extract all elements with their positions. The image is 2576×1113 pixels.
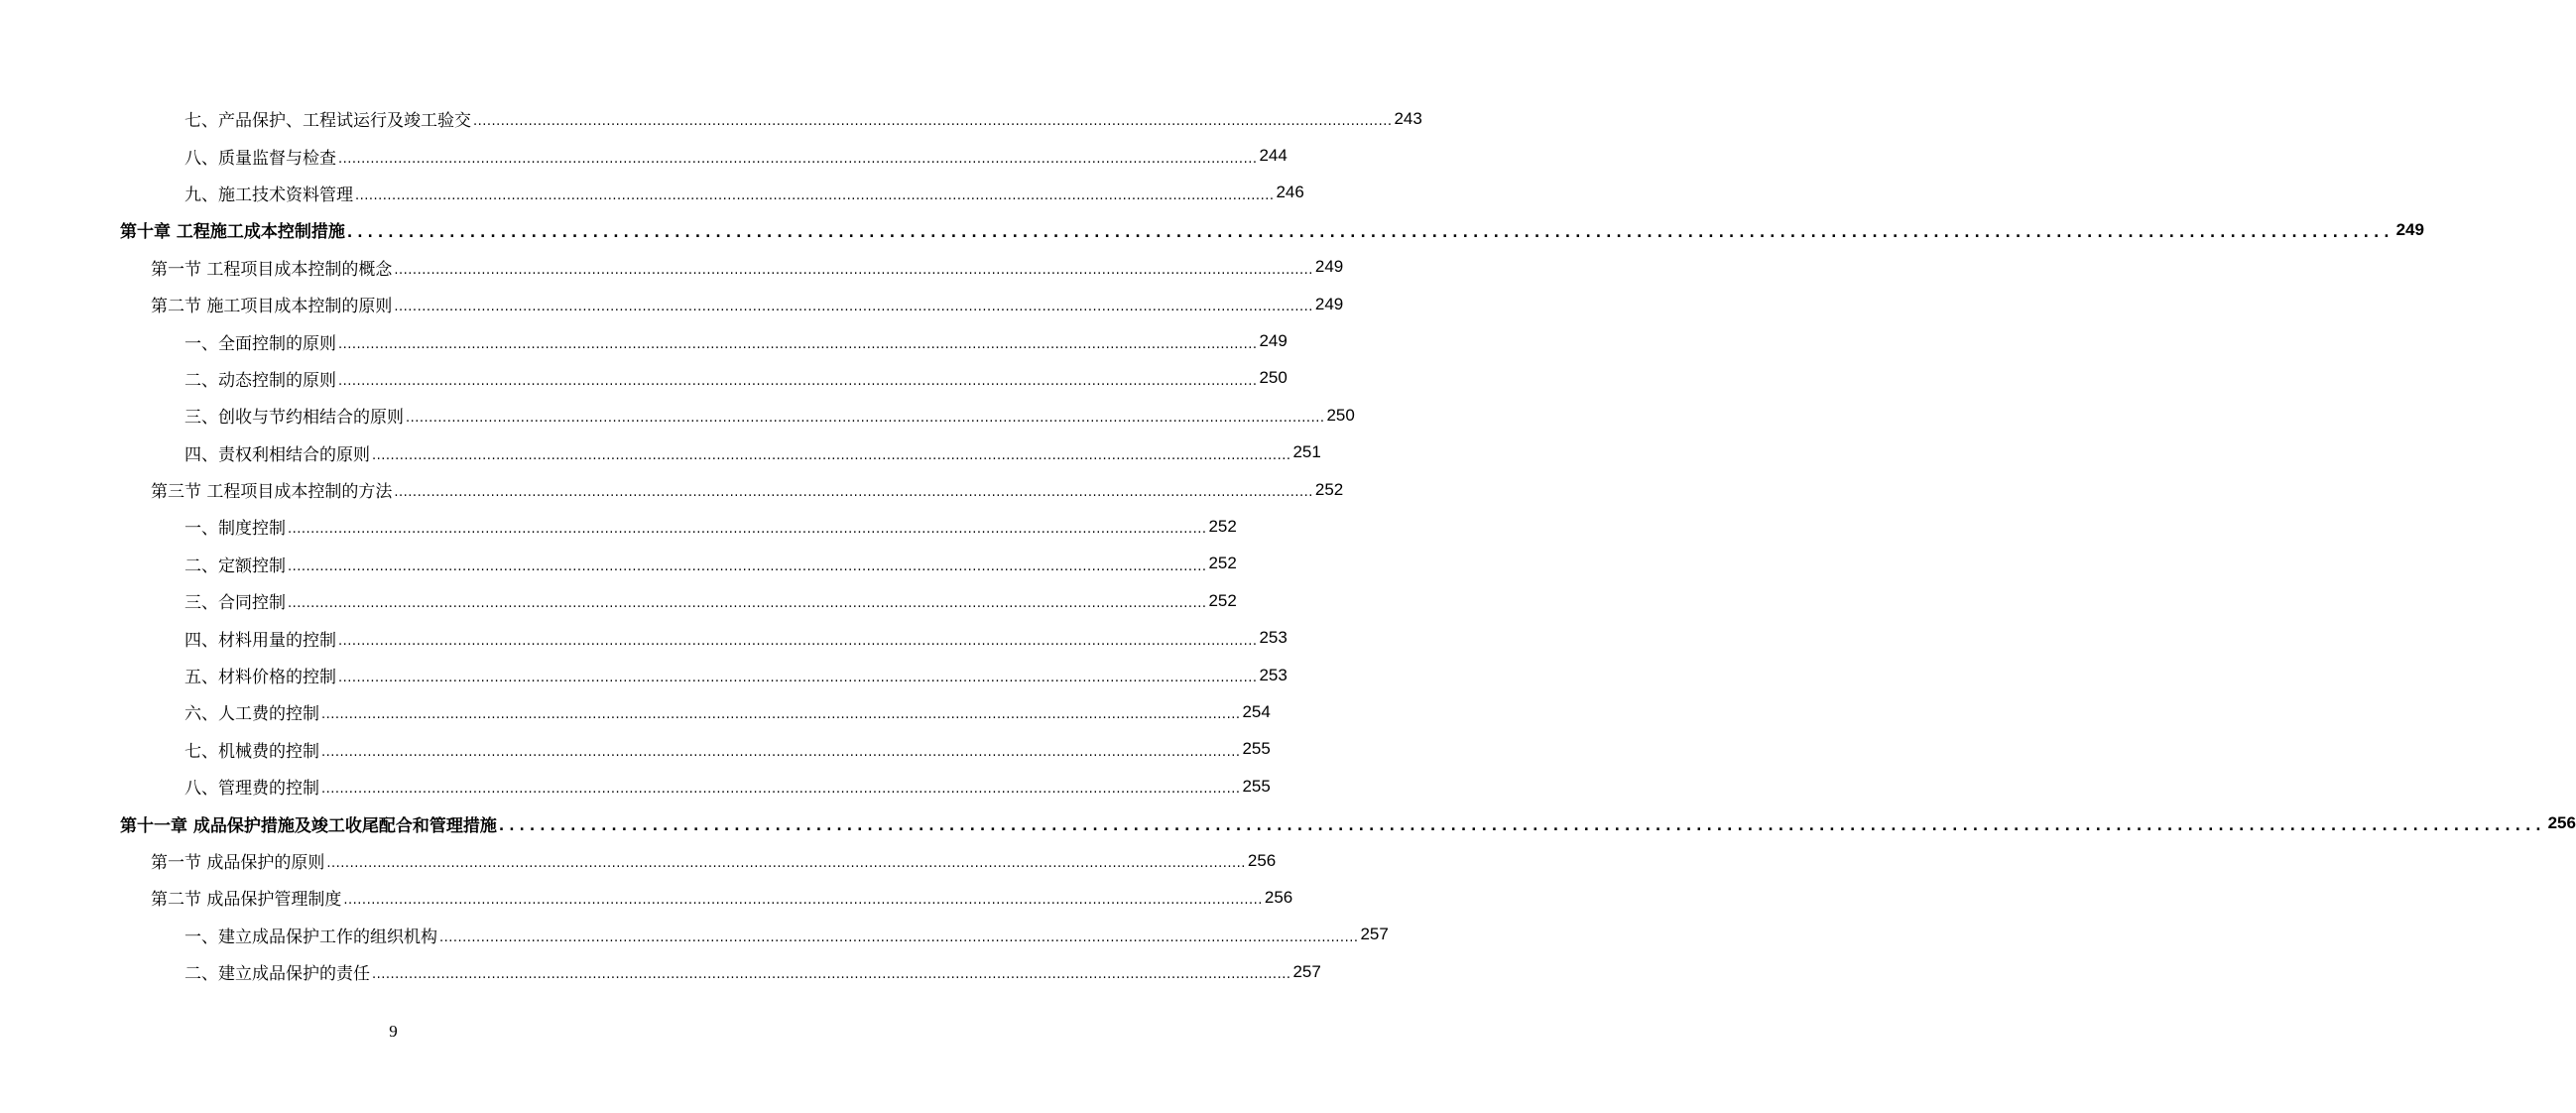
toc-entry-label: 一、全面控制的原则 xyxy=(184,333,336,354)
dot-leader: ........................................................................................................................................................................................................ xyxy=(321,707,1241,723)
toc-entry-page: 253 xyxy=(1259,628,1288,648)
toc-entry-page: 246 xyxy=(1276,183,1304,202)
dot-leader: ........................................................................................................................................................................................................ xyxy=(288,596,1207,612)
toc-entry-section[interactable] xyxy=(0,249,1344,286)
page-number: 9 xyxy=(389,1022,398,1041)
dot-leader: ........................................................................................................................................................................................................ xyxy=(406,411,1325,427)
toc-entry-label: 八、质量监督与检查 xyxy=(184,148,336,169)
dot-leader: ........................................................................................................................................................................................................ xyxy=(346,224,2394,241)
toc-entry-page: 255 xyxy=(1242,776,1271,796)
toc-entry-item[interactable] xyxy=(0,322,1288,359)
toc-entry-page: 249 xyxy=(2395,219,2424,239)
toc-entry-page: 256 xyxy=(2547,813,2576,833)
dot-leader: ........................................................................................................................................................................................................ xyxy=(321,782,1241,798)
toc-entry-page: 255 xyxy=(1242,739,1271,759)
toc-entry-label: 第一节 工程项目成本控制的概念 xyxy=(151,259,393,280)
toc-entry-label: 七、机械费的控制 xyxy=(184,741,319,762)
dot-leader: ........................................................................................................................................................................................................ xyxy=(473,114,1393,130)
toc-entry-item[interactable] xyxy=(0,100,1422,137)
toc-entry-page: 252 xyxy=(1208,590,1237,610)
toc-entry-item[interactable] xyxy=(0,546,1237,582)
table-of-contents xyxy=(0,100,2576,990)
toc-entry-page: 244 xyxy=(1259,146,1288,166)
dot-leader: ........................................................................................................................................................................................................ xyxy=(338,151,1258,167)
toc-entry-item[interactable] xyxy=(0,731,1271,768)
toc-entry-label: 第一节 成品保护的原则 xyxy=(151,853,325,873)
toc-entry-item[interactable] xyxy=(0,917,1389,953)
toc-entry-item[interactable] xyxy=(0,582,1237,619)
dot-leader: ........................................................................................................................................................................................................ xyxy=(498,818,2546,835)
dot-leader: ........................................................................................................................................................................................................ xyxy=(394,300,1313,315)
dot-leader: ........................................................................................................................................................................................................ xyxy=(338,336,1258,352)
toc-entry-page: 251 xyxy=(1292,442,1321,462)
toc-entry-label: 八、管理费的控制 xyxy=(184,779,319,800)
toc-entry-item[interactable] xyxy=(0,657,1288,693)
toc-entry-label: 三、创收与节约相结合的原则 xyxy=(184,408,404,429)
toc-entry-page: 250 xyxy=(1259,368,1288,388)
dot-leader: ........................................................................................................................................................................................................ xyxy=(338,373,1258,389)
toc-entry-page: 257 xyxy=(1360,925,1389,944)
toc-entry-page: 252 xyxy=(1208,516,1237,536)
toc-entry-label: 三、合同控制 xyxy=(184,593,286,614)
dot-leader: ........................................................................................................................................................................................................ xyxy=(355,187,1275,203)
toc-entry-label: 七、产品保护、工程试运行及竣工验交 xyxy=(184,111,471,132)
dot-leader: ........................................................................................................................................................................................................ xyxy=(321,744,1241,760)
toc-entry-item[interactable] xyxy=(0,768,1271,804)
toc-entry-page: 243 xyxy=(1394,108,1422,128)
toc-entry-item[interactable] xyxy=(0,397,1355,433)
toc-entry-label: 一、制度控制 xyxy=(184,519,286,540)
toc-entry-label: 二、动态控制的原则 xyxy=(184,370,336,391)
toc-entry-label: 四、材料用量的控制 xyxy=(184,630,336,651)
dot-leader: ........................................................................................................................................................................................................ xyxy=(394,262,1313,278)
toc-entry-item[interactable] xyxy=(0,360,1288,397)
toc-entry-label: 六、人工费的控制 xyxy=(184,704,319,725)
toc-entry-page: 249 xyxy=(1314,257,1344,277)
toc-entry-label: 二、定额控制 xyxy=(184,556,286,576)
toc-entry-label: 二、建立成品保护的责任 xyxy=(184,964,370,985)
toc-entry-label: 第三节 工程项目成本控制的方法 xyxy=(151,482,393,503)
toc-entry-label: 九、施工技术资料管理 xyxy=(184,185,353,205)
toc-entry-page: 252 xyxy=(1314,479,1344,499)
toc-entry-item[interactable] xyxy=(0,137,1288,174)
dot-leader: ........................................................................................................................................................................................................ xyxy=(372,967,1291,983)
toc-entry-page: 252 xyxy=(1208,554,1237,573)
toc-entry-item[interactable] xyxy=(0,953,1321,990)
toc-entry-page: 249 xyxy=(1259,331,1288,351)
dot-leader: ........................................................................................................................................................................................................ xyxy=(338,671,1258,686)
dot-leader: ........................................................................................................................................................................................................ xyxy=(288,558,1207,574)
toc-entry-item[interactable] xyxy=(0,175,1304,211)
dot-leader: ........................................................................................................................................................................................................ xyxy=(288,522,1207,538)
dot-leader: ........................................................................................................................................................................................................ xyxy=(338,633,1258,649)
toc-entry-page: 256 xyxy=(1247,850,1277,870)
toc-entry-label: 第二节 成品保护管理制度 xyxy=(151,890,342,911)
toc-entry-section[interactable] xyxy=(0,842,1277,879)
toc-entry-page: 257 xyxy=(1292,961,1321,981)
toc-entry-label: 四、责权利相结合的原则 xyxy=(184,444,370,465)
toc-entry-page: 256 xyxy=(1264,887,1293,907)
toc-entry-section[interactable] xyxy=(0,471,1344,508)
toc-entry-page: 249 xyxy=(1314,294,1344,313)
toc-entry-section[interactable] xyxy=(0,879,1293,916)
toc-entry-label: 五、材料价格的控制 xyxy=(184,668,336,688)
toc-entry-page: 250 xyxy=(1326,405,1355,425)
toc-entry-chapter[interactable] xyxy=(0,804,2576,841)
dot-leader: ........................................................................................................................................................................................................ xyxy=(372,447,1291,463)
dot-leader: ........................................................................................................................................................................................................ xyxy=(326,856,1246,871)
toc-entry-item[interactable] xyxy=(0,434,1321,471)
toc-entry-label: 第二节 施工项目成本控制的原则 xyxy=(151,297,393,317)
toc-entry-label: 一、建立成品保护工作的组织机构 xyxy=(184,927,437,947)
toc-entry-label: 第十一章 成品保护措施及竣工收尾配合和管理措施 xyxy=(120,815,497,836)
toc-entry-item[interactable] xyxy=(0,619,1288,656)
dot-leader: ........................................................................................................................................................................................................ xyxy=(439,929,1359,945)
toc-entry-page: 253 xyxy=(1259,665,1288,684)
dot-leader: ........................................................................................................................................................................................................ xyxy=(343,893,1263,909)
toc-entry-page: 254 xyxy=(1242,701,1271,721)
toc-entry-item[interactable] xyxy=(0,693,1271,730)
toc-entry-section[interactable] xyxy=(0,286,1344,322)
toc-entry-chapter[interactable] xyxy=(0,211,2424,248)
toc-entry-item[interactable] xyxy=(0,508,1237,545)
dot-leader: ........................................................................................................................................................................................................ xyxy=(394,485,1313,501)
toc-entry-label: 第十章 工程施工成本控制措施 xyxy=(120,222,345,243)
